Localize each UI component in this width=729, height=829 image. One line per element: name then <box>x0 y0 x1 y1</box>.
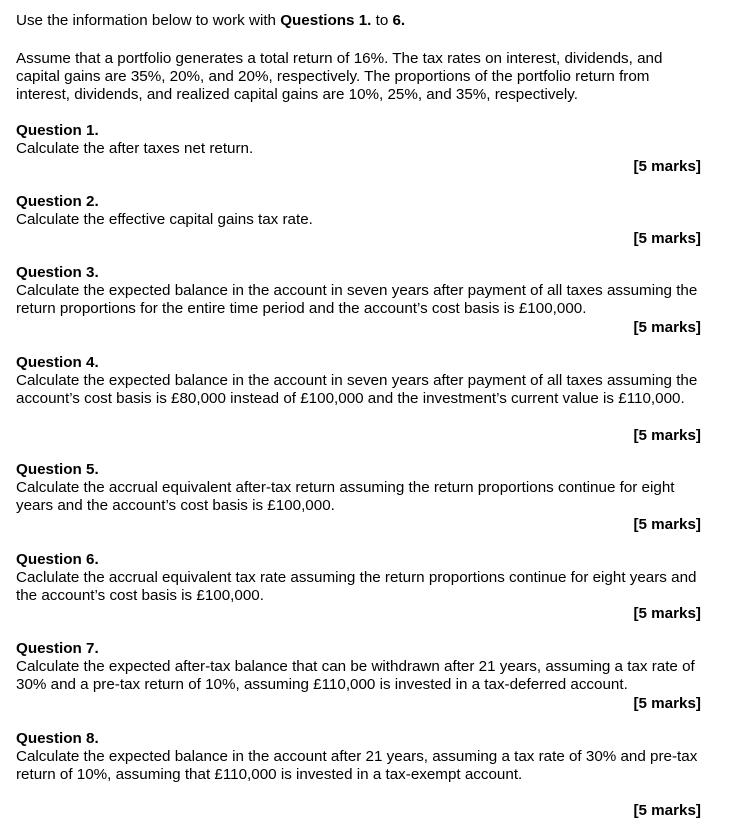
question-body: Calculate the expected balance in the account in seven years after payment of all taxes assuming the account’s cost basis is £80,000 instead of £100,000 and the investment’s current value is £110,000. <box>16 372 698 407</box>
question-4 <box>16 354 706 408</box>
question-title: Question 1. <box>16 122 99 139</box>
question-title: Question 3. <box>16 264 99 281</box>
intro-prefix: Use the information below to work with <box>16 12 281 29</box>
question-body: Calculate the effective capital gains tax rate. <box>16 211 313 228</box>
question-5 <box>16 461 706 515</box>
intro-range-end: 6. <box>392 12 406 29</box>
intro-range-start: Questions 1. <box>280 12 372 29</box>
question-body: Calculate the expected balance in the account in seven years after payment of all taxes assuming the return proportions for the entire time period and the account’s cost basis is £100,000. <box>16 282 698 317</box>
question-2 <box>16 193 706 229</box>
question-1 <box>16 122 706 158</box>
question-title: Question 2. <box>16 193 99 210</box>
question-title: Question 6. <box>16 551 99 568</box>
question-title: Question 5. <box>16 461 99 478</box>
question-6 <box>16 551 706 605</box>
marks-label: [5 marks] <box>633 158 701 175</box>
marks-label: [5 marks] <box>633 802 701 819</box>
question-8 <box>16 730 706 784</box>
question-body: Calculate the expected after-tax balance that can be withdrawn after 21 years, assuming a tax rate of 30% and a pre-tax return of 10%, assuming £110,000 is invested in a tax-deferred account. <box>16 658 695 693</box>
intro-mid: to <box>371 12 393 29</box>
question-body: Calculate the accrual equivalent after-tax return assuming the return proportions continue for eight years and the account’s cost basis is £100,000. <box>16 479 675 514</box>
marks-label: [5 marks] <box>633 230 701 247</box>
question-title: Question 7. <box>16 640 99 657</box>
question-body: Calculate the after taxes net return. <box>16 140 254 157</box>
question-title: Question 4. <box>16 354 99 371</box>
question-7 <box>16 640 706 694</box>
question-3 <box>16 264 706 318</box>
question-body: Calculate the expected balance in the account after 21 years, assuming a tax rate of 30% and pre-tax return of 10%, assuming that £110,000 is invested in a tax-exempt account. <box>16 748 698 783</box>
intro-paragraph: Assume that a portfolio generates a total return of 16%. The tax rates on interest, dividends, and capital gains are 35%, 20%, and 20%, respectively. The proportions of the portfolio return from interest, dividends, and realized capital gains are 10%, 25%, and 35%, respectively. <box>16 50 663 103</box>
question-body: Caclulate the accrual equivalent tax rate assuming the return proportions continue for eight years and the account’s cost basis is £100,000. <box>16 569 697 604</box>
question-title: Question 8. <box>16 730 99 747</box>
intro-instruction <box>16 12 706 30</box>
marks-label: [5 marks] <box>633 427 701 444</box>
marks-label: [5 marks] <box>633 516 701 533</box>
marks-label: [5 marks] <box>633 319 701 336</box>
marks-label: [5 marks] <box>633 695 701 712</box>
marks-label: [5 marks] <box>633 605 701 622</box>
